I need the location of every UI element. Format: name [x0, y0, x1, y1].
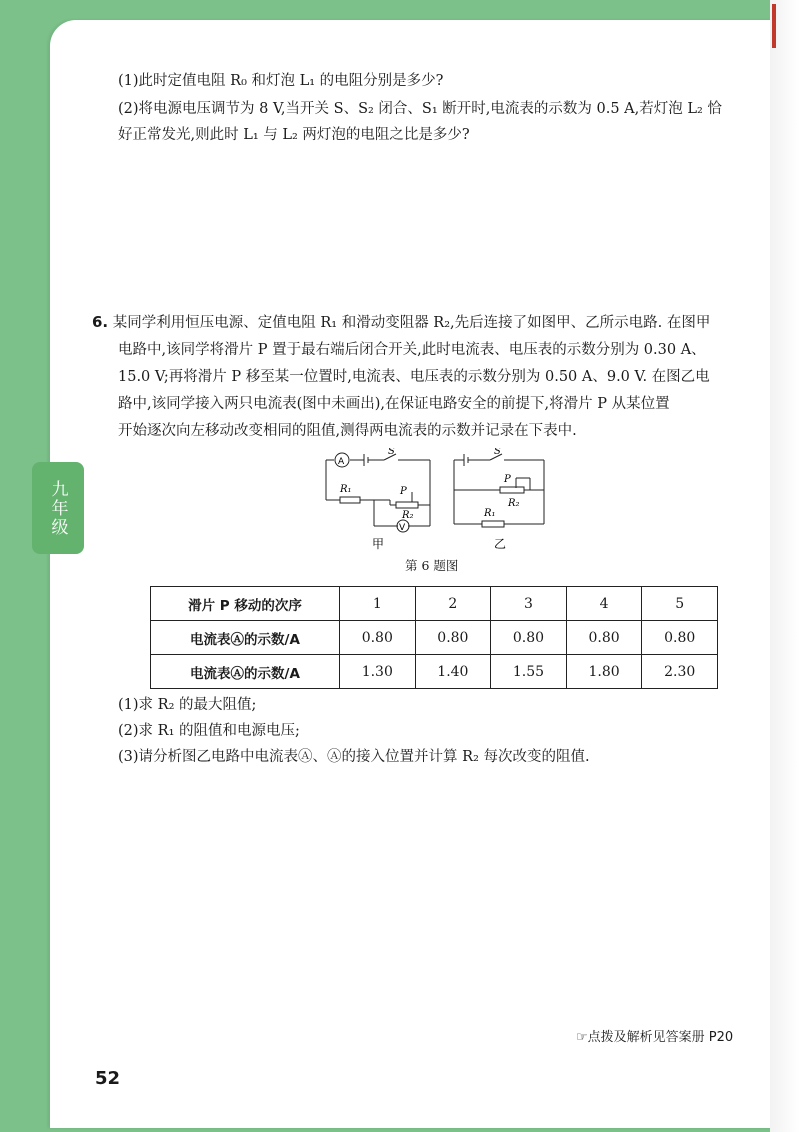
- page-number: 52: [95, 1068, 121, 1089]
- figure-label-jia: 甲: [372, 537, 385, 551]
- table-row: [151, 621, 718, 655]
- table-cell: 3: [491, 587, 567, 621]
- q6-stem: [92, 309, 762, 445]
- q6-line4: 路中,该同学接入两只电流表(图中未画出),在保证电路安全的前提下,将滑片 P 从某位置: [118, 396, 670, 412]
- q6-line2: 电路中,该同学将滑片 P 置于最右端后闭合开关,此时电流表、电压表的示数分别为 0.30 A、: [118, 342, 706, 358]
- q6-line5: 开始逐次向左移动改变相同的阻值,测得两电流表的示数并记录在下表中.: [118, 423, 577, 439]
- table-cell: 1.80: [566, 655, 642, 689]
- table-cell: 2.30: [642, 655, 718, 689]
- r1-label-yi: R₁: [484, 508, 496, 519]
- q6-sub1: (1)求 R₂ 的最大阻值;: [118, 697, 257, 713]
- table-cell: 1: [340, 587, 416, 621]
- q5-part2: (2)将电源电压调节为 8 V,当开关 S、S₂ 闭合、S₁ 断开时,电流表的示数为 0.5 A,若灯泡 L₂ 恰: [118, 101, 722, 117]
- row-header-a1: 电流表Ⓐ的示数/A: [151, 621, 340, 655]
- q6-sub2: (2)求 R₁ 的阻值和电源电压;: [118, 723, 300, 739]
- ammeter-label: A: [338, 457, 345, 467]
- row-header-order: 滑片 P 移动的次序: [151, 587, 340, 621]
- voltmeter-label: V: [399, 523, 406, 533]
- r1-label-jia: R₁: [340, 484, 352, 495]
- q6-sub3: (3)请分析图乙电路中电流表Ⓐ、Ⓐ的接入位置并计算 R₂ 每次改变的阻值.: [118, 749, 590, 765]
- data-table: [150, 586, 718, 689]
- table-cell: 1.30: [340, 655, 416, 689]
- book-spine: [770, 0, 800, 1132]
- table-cell: 1.40: [415, 655, 491, 689]
- row-header-a2: 电流表Ⓐ的示数/A: [151, 655, 340, 689]
- figure-caption: 第 6 题图: [405, 558, 459, 573]
- table-cell: 0.80: [566, 621, 642, 655]
- q5-part1: (1)此时定值电阻 R₀ 和灯泡 L₁ 的电阻分别是多少?: [118, 73, 444, 89]
- r2-label-yi: R₂: [508, 498, 520, 509]
- switch-label-yi: S: [494, 448, 501, 457]
- p-label-jia: P: [400, 486, 407, 497]
- q6-line1: 某同学利用恒压电源、定值电阻 R₁ 和滑动变阻器 R₂,先后连接了如图甲、乙所示电路. 在图甲: [112, 315, 711, 331]
- r2-label-jia: R₂: [402, 510, 414, 521]
- table-cell: 0.80: [642, 621, 718, 655]
- table-cell: 0.80: [491, 621, 567, 655]
- table-cell: 0.80: [415, 621, 491, 655]
- q6-number: 6.: [92, 313, 109, 331]
- table-cell: 1.55: [491, 655, 567, 689]
- table-cell: 5: [642, 587, 718, 621]
- answer-reference: ☞点拨及解析见答案册 P20: [576, 1030, 734, 1045]
- q6-line3: 15.0 V;再将滑片 P 移至某一位置时,电流表、电压表的示数分别为 0.50 A、9.0 V. 在图乙电: [118, 369, 710, 385]
- table-row: [151, 655, 718, 689]
- q5-part3: 好正常发光,则此时 L₁ 与 L₂ 两灯泡的电阻之比是多少?: [118, 127, 470, 143]
- table-row: [151, 587, 718, 621]
- switch-label-jia: S: [388, 448, 395, 457]
- table-cell: 0.80: [340, 621, 416, 655]
- p-label-yi: P: [504, 474, 511, 485]
- table-cell: 4: [566, 587, 642, 621]
- ribbon-marker: [772, 4, 776, 48]
- circuit-yi: [454, 454, 544, 527]
- figure-label-yi: 乙: [494, 537, 507, 551]
- table-cell: 2: [415, 587, 491, 621]
- grade-tab: 九年级: [32, 462, 84, 554]
